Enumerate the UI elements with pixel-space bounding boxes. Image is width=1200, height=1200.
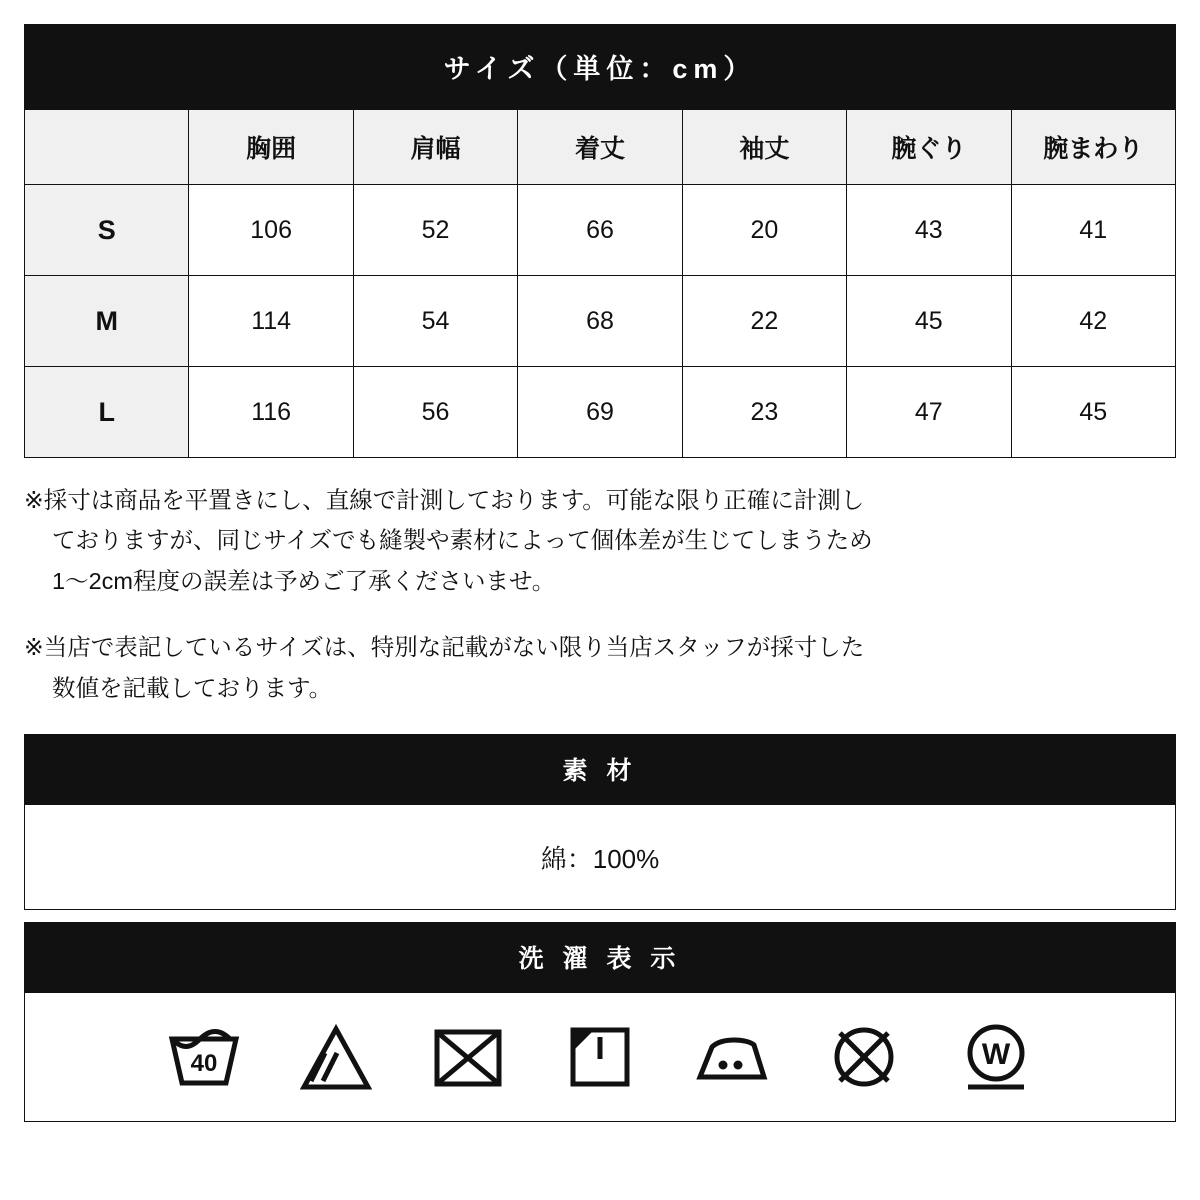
- size-cell-l-3: 23: [682, 367, 846, 458]
- size-cell-s-5: 41: [1011, 185, 1175, 276]
- size-cell-m-3: 22: [682, 276, 846, 367]
- size-cell-s-0: 106: [189, 185, 353, 276]
- care-panel-body: [24, 993, 1176, 1122]
- size-cell-s-2: 66: [518, 185, 682, 276]
- size-cell-m-1: 54: [353, 276, 517, 367]
- size-cell-s-3: 20: [682, 185, 846, 276]
- size-row-label-l: L: [25, 367, 189, 458]
- size-cell-l-0: 116: [189, 367, 353, 458]
- wash-40-icon: [157, 1010, 251, 1104]
- table-row: [25, 367, 1176, 458]
- note-line: 数値を記載しております。: [52, 674, 333, 701]
- size-row-label-m: M: [25, 276, 189, 367]
- size-table-caption-row: [25, 25, 1176, 110]
- measurement-notes: [24, 480, 1176, 708]
- size-row-label-s: S: [25, 185, 189, 276]
- material-panel: [24, 734, 1176, 910]
- svg-text:40: 40: [190, 1050, 218, 1078]
- care-panel-title: 洗 濯 表 示: [24, 922, 1176, 993]
- size-table-corner-cell: [25, 110, 189, 185]
- size-cell-m-5: 42: [1011, 276, 1175, 367]
- care-panel: [24, 922, 1176, 1122]
- size-spec-document: [24, 24, 1176, 1122]
- table-row: [25, 185, 1176, 276]
- note-line: ※採寸は商品を平置きにし、直線で計測しております。可能な限り正確に計測し: [24, 487, 865, 513]
- note-line: ておりますが、同じサイズでも縫製や素材によって個体差が生じてしまうため: [52, 527, 873, 554]
- note-line: 1〜2cm程度の誤差は予めご了承くださいませ。: [52, 567, 556, 594]
- iron-medium-icon: [685, 1010, 779, 1104]
- size-table-col-header-4: 腕ぐり: [847, 110, 1011, 185]
- size-cell-s-1: 52: [353, 185, 517, 276]
- line-dry-in-shade-icon: [553, 1010, 647, 1104]
- material-value: 綿：100%: [540, 843, 660, 874]
- care-symbol-row: [25, 993, 1175, 1121]
- dry-clean-prohibited-icon: [817, 1010, 911, 1104]
- size-table-header-row: [25, 110, 1176, 185]
- size-cell-l-5: 45: [1011, 367, 1175, 458]
- size-cell-l-4: 47: [847, 367, 1011, 458]
- size-table-col-header-3: 袖丈: [682, 110, 846, 185]
- size-table-col-header-0: 胸囲: [189, 110, 353, 185]
- wet-clean-icon: [949, 1010, 1043, 1104]
- bleach-oxygen-only-icon: [289, 1010, 383, 1104]
- tumble-dry-prohibited-icon: [421, 1010, 515, 1104]
- size-table-col-header-2: 着丈: [518, 110, 682, 185]
- size-cell-s-4: 43: [847, 185, 1011, 276]
- size-cell-m-2: 68: [518, 276, 682, 367]
- size-table-col-header-1: 肩幅: [353, 110, 517, 185]
- note-block-staff: [24, 627, 1176, 708]
- material-panel-body: [24, 805, 1176, 910]
- note-block-measurement: [24, 480, 1176, 601]
- size-cell-m-4: 45: [847, 276, 1011, 367]
- size-cell-l-1: 56: [353, 367, 517, 458]
- size-table-col-header-5: 腕まわり: [1011, 110, 1175, 185]
- note-line: ※当店で表記しているサイズは、特別な記載がない限り当店スタッフが採寸した: [24, 634, 865, 661]
- size-cell-m-0: 114: [189, 276, 353, 367]
- size-table-caption: サイズ（単位：cm）: [25, 25, 1176, 110]
- size-table: [24, 24, 1176, 458]
- material-panel-title: 素 材: [24, 734, 1176, 805]
- size-cell-l-2: 69: [518, 367, 682, 458]
- table-row: [25, 276, 1176, 367]
- svg-text:W: W: [981, 1038, 1011, 1072]
